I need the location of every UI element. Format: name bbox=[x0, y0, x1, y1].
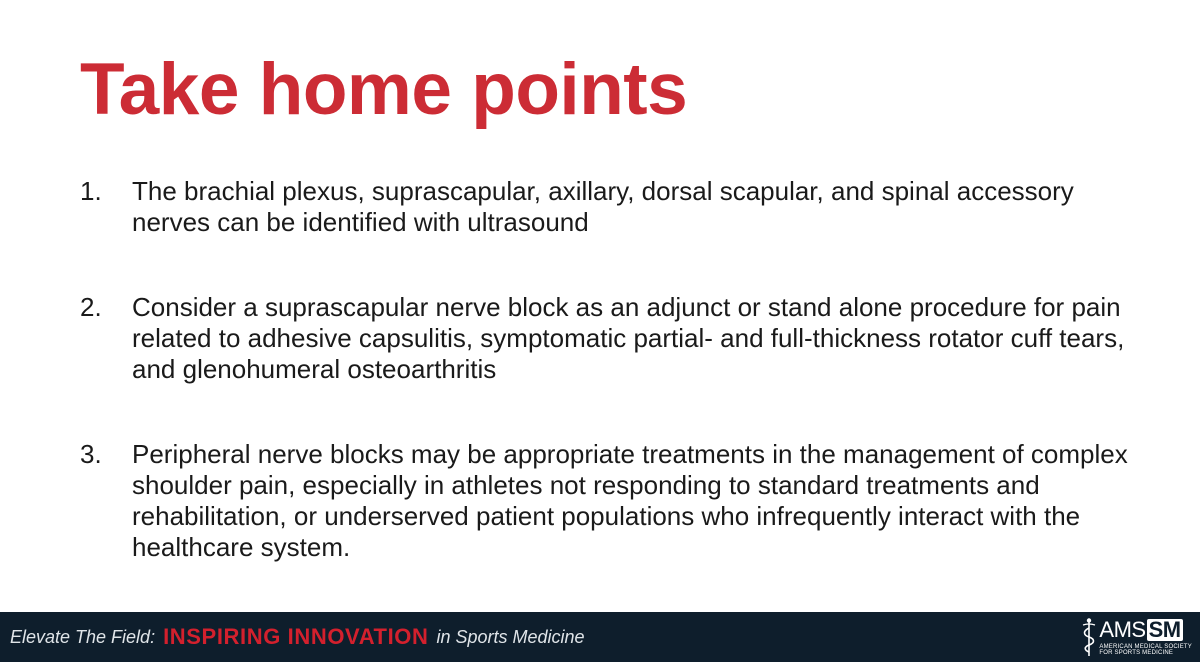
logo-abbr-box: SM bbox=[1148, 616, 1181, 642]
caduceus-icon bbox=[1081, 617, 1097, 657]
list-item bbox=[80, 439, 1140, 563]
tagline-lead: Elevate The Field: bbox=[10, 626, 156, 647]
tagline-tail: in Sports Medicine bbox=[436, 626, 585, 647]
point-text: Peripheral nerve blocks may be appropriate treatments in the management of complex shoulder pain, especially in athletes not responding to standard treatments and rehabilitation, or underserved patient populations who infrequently interact with the healthcare system. bbox=[132, 439, 1128, 562]
tagline-highlight: INSPIRING INNOVATION bbox=[163, 624, 429, 649]
point-text: The brachial plexus, suprascapular, axillary, dorsal scapular, and spinal accessory nerves can be identified with ultrasound bbox=[132, 176, 1074, 237]
point-number: 2. bbox=[80, 292, 102, 322]
logo-wordmark bbox=[1099, 616, 1192, 656]
logo-name-line1: AMERICAN MEDICAL SOCIETY bbox=[1099, 643, 1192, 650]
amssm-logo bbox=[1081, 614, 1192, 660]
footer-banner bbox=[0, 612, 1200, 662]
point-text: Consider a suprascapular nerve block as an adjunct or stand alone procedure for pain related to adhesive capsulitis, symptomatic partial- and full-thickness rotator cuff tears, and glenohumeral osteoarthritis bbox=[132, 292, 1125, 384]
take-home-points-list bbox=[80, 176, 1140, 563]
footer-tagline bbox=[10, 612, 585, 662]
logo-name-line2: FOR SPORTS MEDICINE bbox=[1099, 649, 1174, 656]
point-number: 3. bbox=[80, 439, 102, 469]
list-item bbox=[80, 292, 1140, 385]
point-number: 1. bbox=[80, 176, 102, 206]
logo-abbreviation bbox=[1099, 616, 1182, 642]
logo-abbr-main: AMS bbox=[1099, 616, 1146, 642]
slide-title: Take home points bbox=[80, 49, 688, 130]
list-item bbox=[80, 176, 1140, 238]
